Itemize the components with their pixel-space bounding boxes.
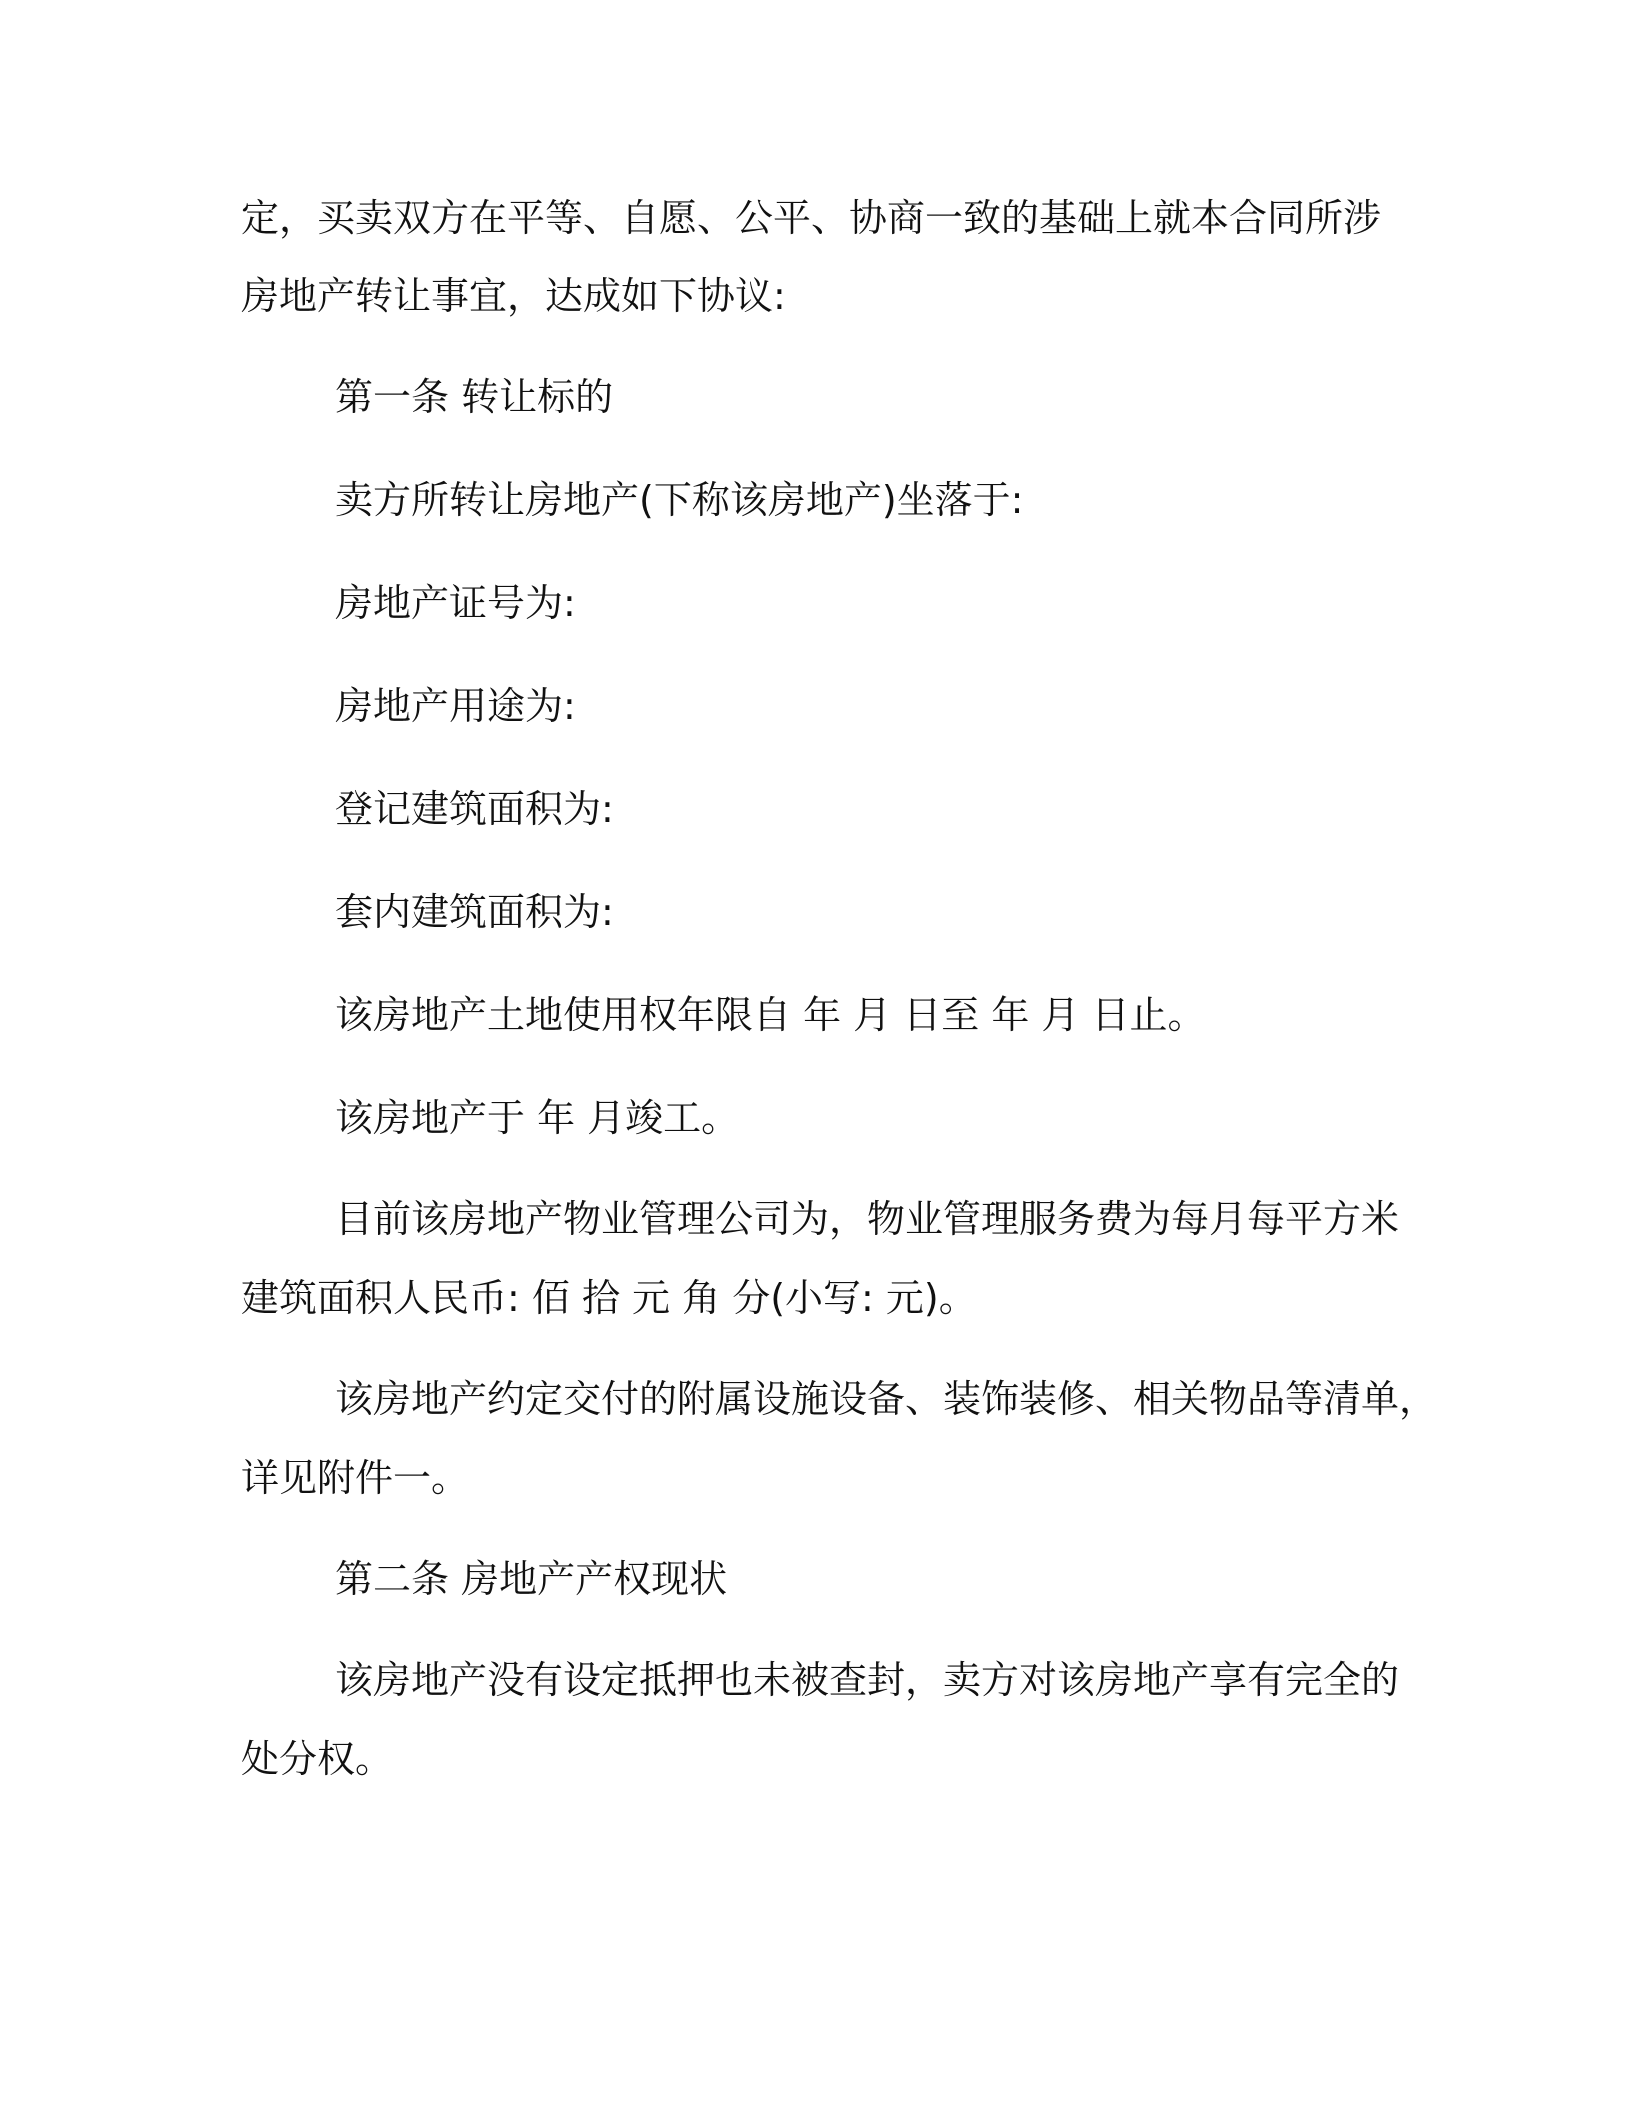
paragraph-line: 处分权。 [241,1737,394,1781]
section-heading: 第一条 转让标的 [335,375,614,419]
paragraph-line: 定，买卖双方在平等、自愿、公平、协商一致的基础上就本合同所涉 [241,196,1382,240]
paragraph-line: 卖方所转让房地产(下称该房地产)坐落于: [335,478,1024,522]
paragraph-line: 该房地产土地使用权年限自 年 月 日至 年 月 日止。 [335,993,1206,1037]
paragraph-line: 该房地产约定交付的附属设施设备、装饰装修、相关物品等清单， [335,1377,1438,1421]
paragraph-line: 该房地产于 年 月竣工。 [335,1096,740,1140]
paragraph-line: 该房地产没有设定抵押也未被查封，卖方对该房地产享有完全的 [335,1658,1400,1702]
paragraph-line: 详见附件一。 [241,1456,470,1500]
section-heading: 第二条 房地产产权现状 [335,1557,728,1601]
paragraph-line: 登记建筑面积为: [335,787,614,831]
paragraph-line: 建筑面积人民币: 佰 拾 元 角 分(小写: 元)。 [241,1276,977,1320]
paragraph-line: 房地产用途为: [335,684,576,728]
paragraph-line: 目前该房地产物业管理公司为，物业管理服务费为每月每平方米 [335,1197,1400,1241]
paragraph-line: 套内建筑面积为: [335,890,614,934]
paragraph-line: 房地产转让事宜，达成如下协议: [241,274,786,318]
paragraph-line: 房地产证号为: [335,581,576,625]
